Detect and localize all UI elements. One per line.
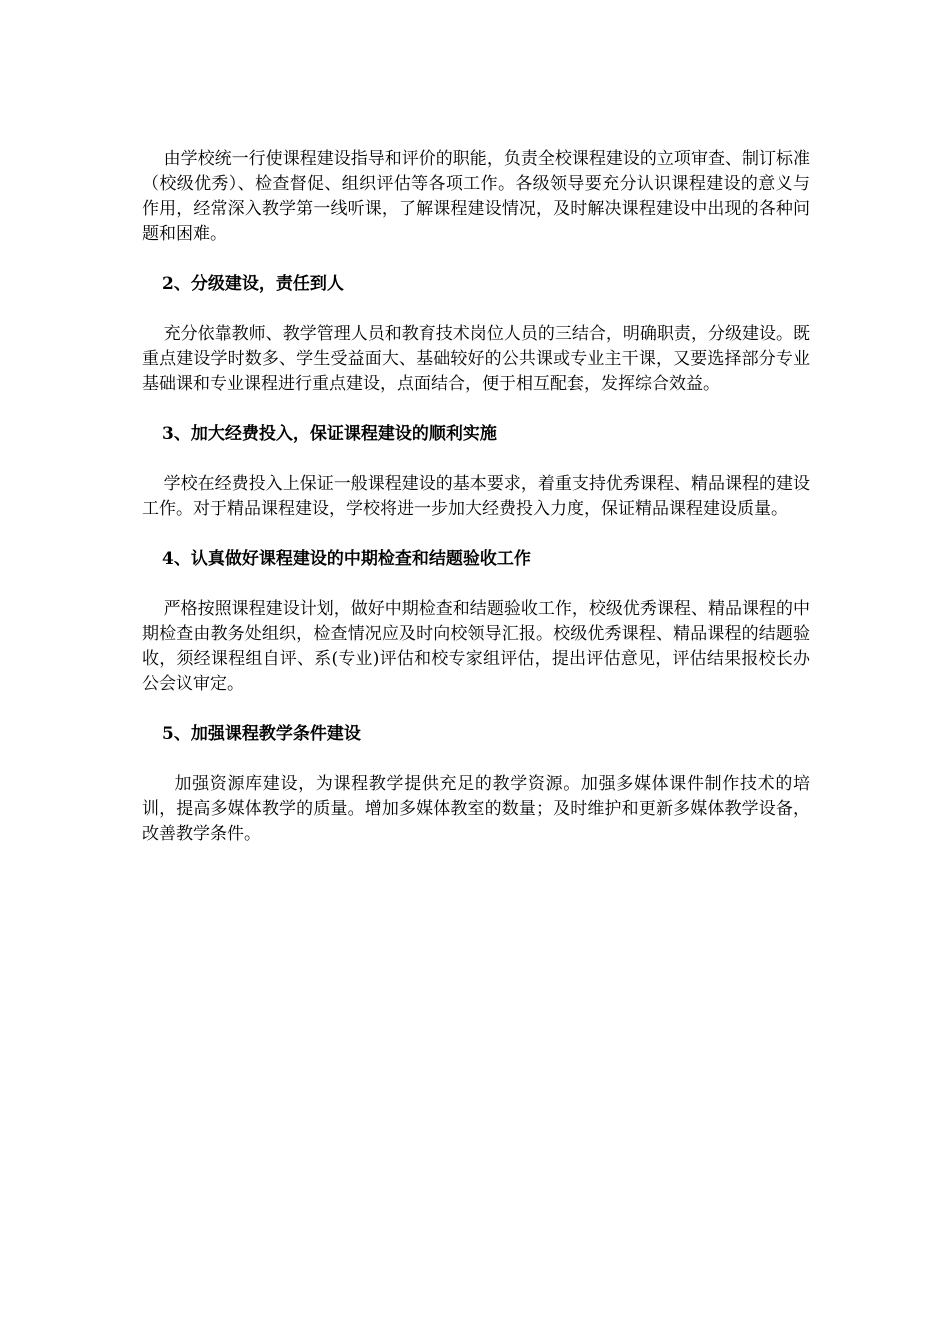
intro-paragraph: 由学校统一行使课程建设指导和评价的职能，负责全校课程建设的立项审查、制订标准（校级优秀）、检查督促、组织评估等各项工作。各级领导要充分认识课程建设的意义与作用，经常深入教学第一线听课，了解课程建设情况，及时解决课程建设中出现的各种问题和困难。 <box>142 149 810 244</box>
section-heading-3: 3、加大经费投入，保证课程建设的顺利实施 <box>162 424 497 444</box>
spacer <box>142 522 810 547</box>
spacer <box>142 247 810 272</box>
spacer <box>142 297 810 322</box>
spacer <box>142 397 810 422</box>
section-heading-5: 5、加强课程教学条件建设 <box>162 724 361 744</box>
section-body-4: 严格按照课程建设计划，做好中期检查和结题验收工作，校级优秀课程、精品课程的中期检查由教务处组织，检查情况应及时向校领导汇报。校级优秀课程、精品课程的结题验收，须经课程组自评、系(专业)评估和校专家组评估，提出评估意见，评估结果报校长办公会议审定。 <box>142 599 810 694</box>
section-body-3: 学校在经费投入上保证一般课程建设的基本要求，着重支持优秀课程、精品课程的建设工作。对于精品课程建设，学校将进一步加大经费投入力度，保证精品课程建设质量。 <box>142 474 810 519</box>
spacer <box>142 747 810 772</box>
section-heading-2: 2、分级建设，责任到人 <box>162 274 344 294</box>
spacer <box>142 572 810 597</box>
section-body-5: 加强资源库建设，为课程教学提供充足的教学资源。加强多媒体课件制作技术的培训，提高多媒体教学的质量。增加多媒体教室的数量；及时维护和更新多媒体教学设备，改善教学条件。 <box>142 774 810 844</box>
section-heading-4: 4、认真做好课程建设的中期检查和结题验收工作 <box>162 549 531 569</box>
section-body-2: 充分依靠教师、教学管理人员和教育技术岗位人员的三结合，明确职责，分级建设。既重点建设学时数多、学生受益面大、基础较好的公共课或专业主干课，又要选择部分专业基础课和专业课程进行重点建设，点面结合，便于相互配套，发挥综合效益。 <box>142 324 810 394</box>
document-page <box>142 147 810 847</box>
spacer <box>142 447 810 472</box>
spacer <box>142 697 810 722</box>
